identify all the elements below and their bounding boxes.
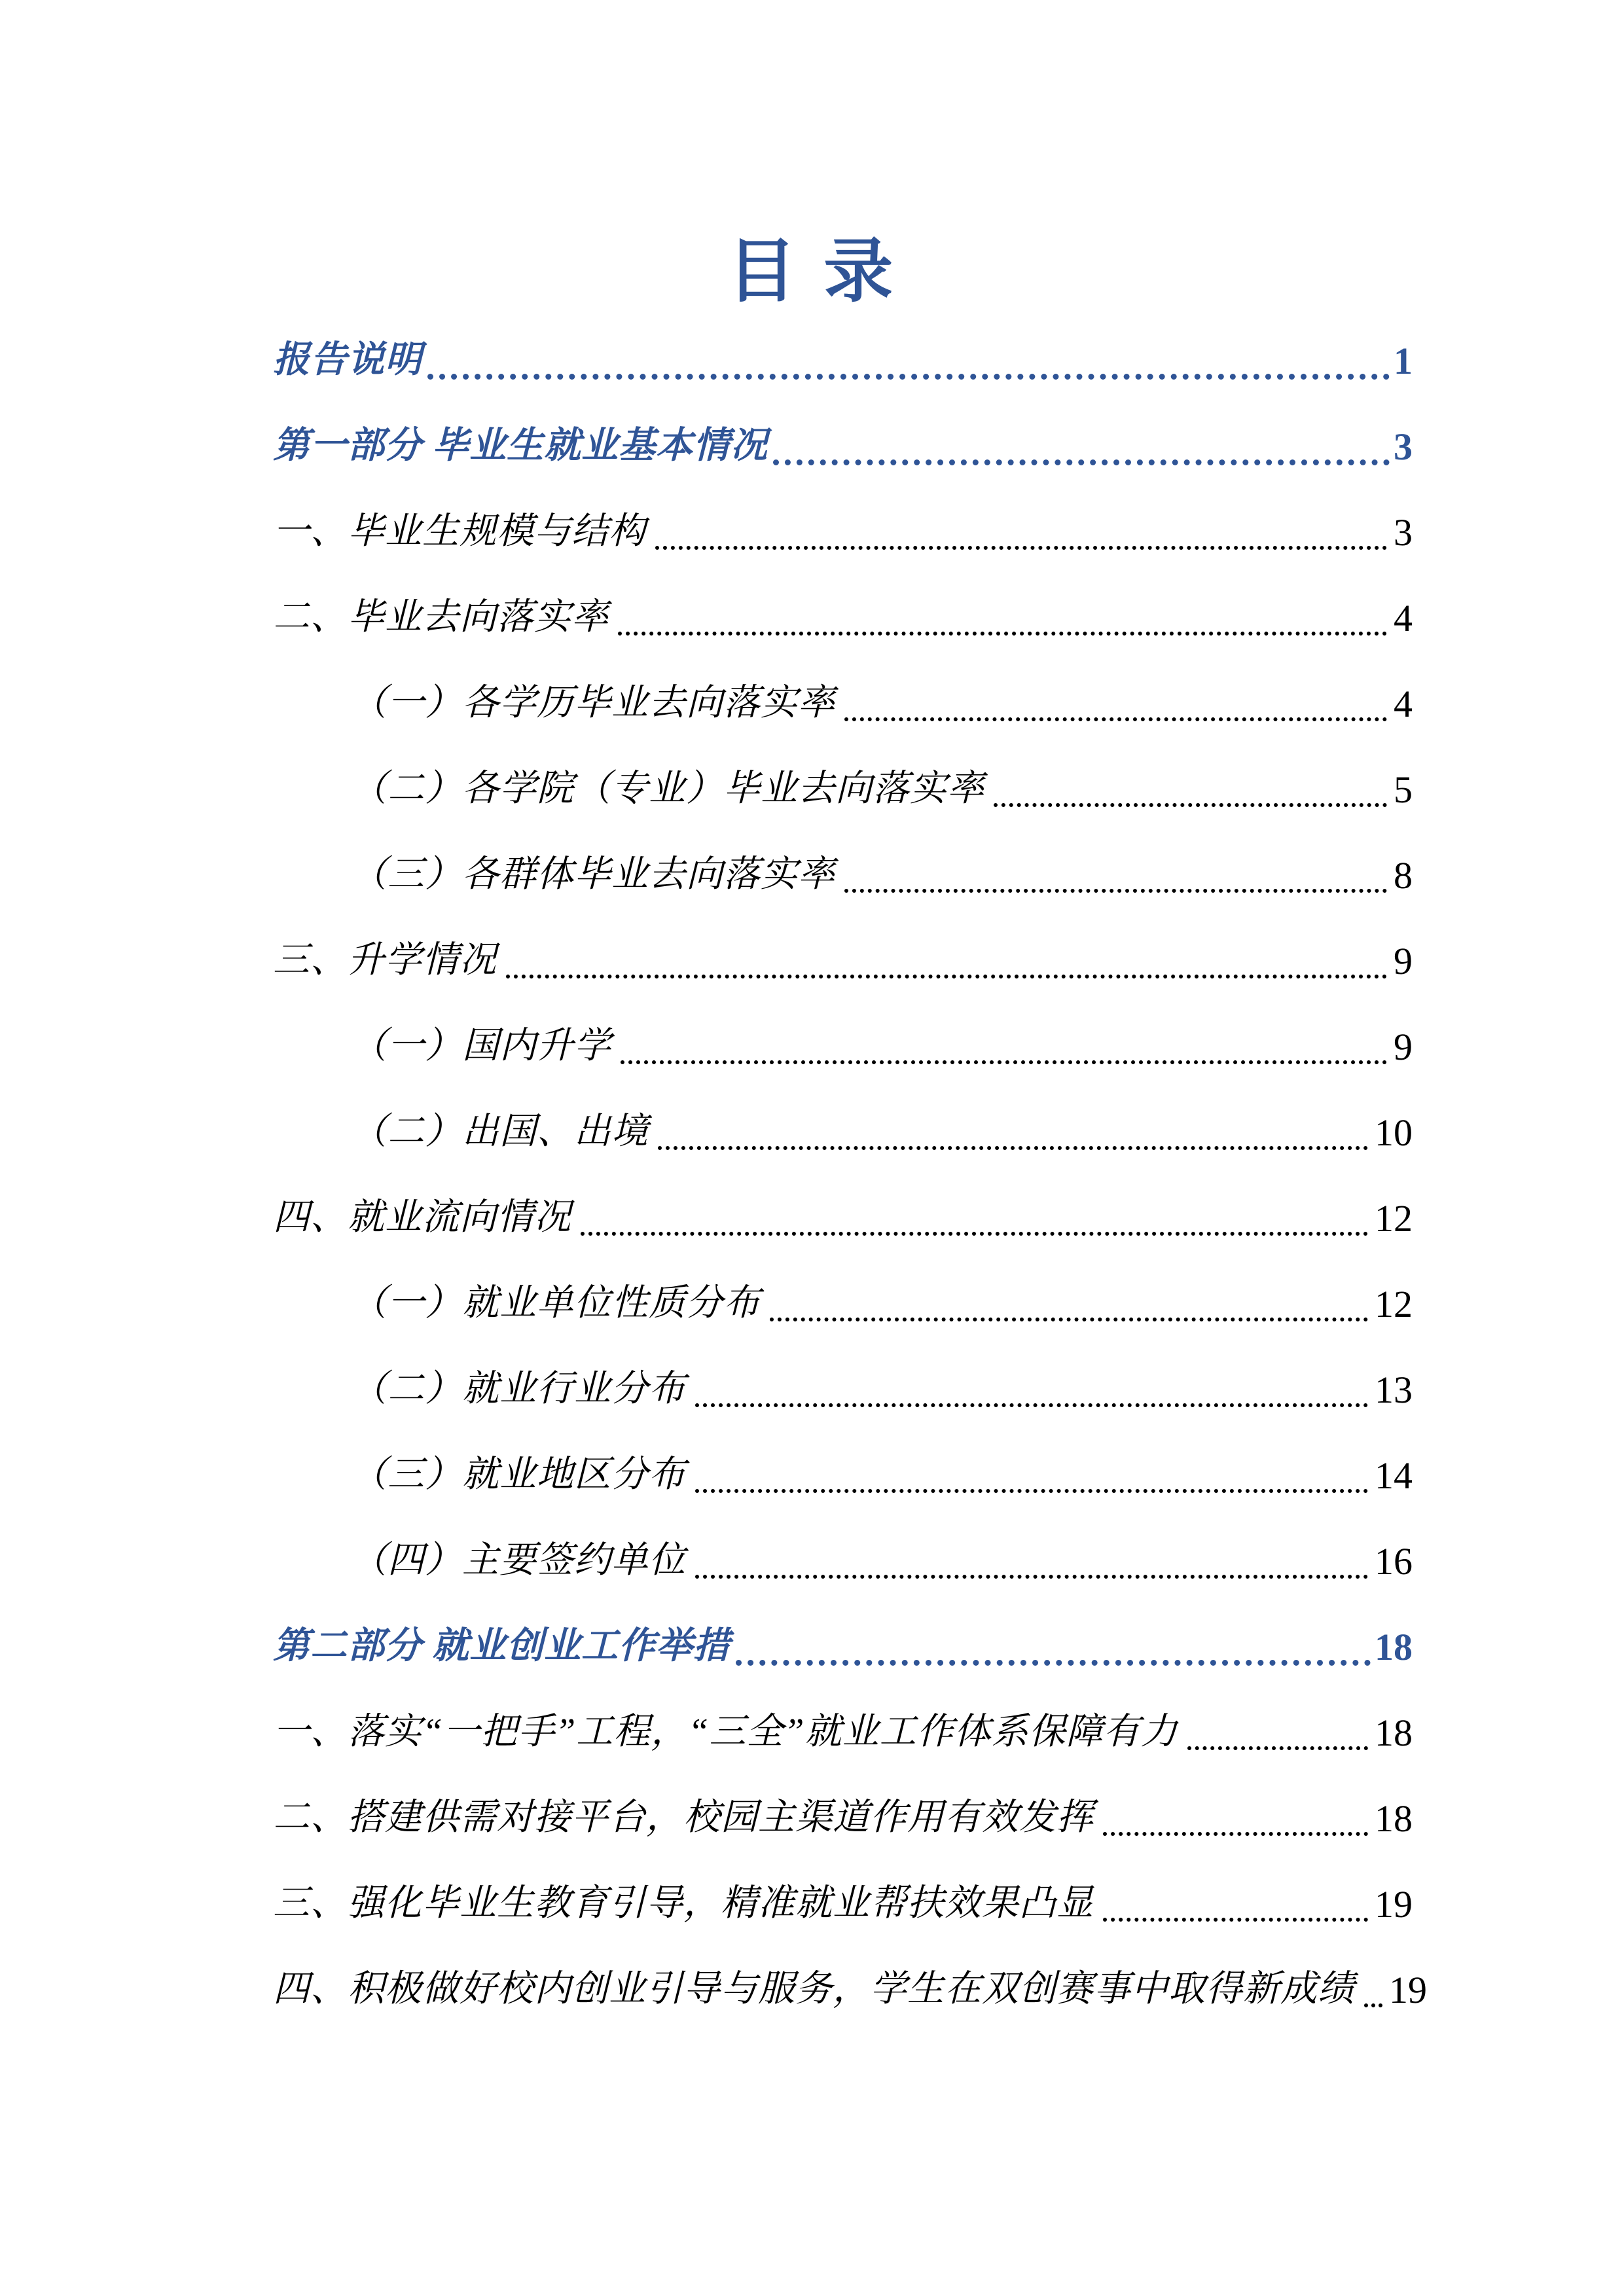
toc-page-number: 1 [1394,340,1413,382]
toc-entry[interactable] [273,1674,1413,1760]
toc-entry-label: 三、升学情况 [273,940,497,980]
toc-page-number: 3 [1394,425,1413,468]
toc-entry-report-notes[interactable] [273,302,1413,388]
toc-entry-label: （三）各群体毕业去向落实率 [350,854,835,895]
dotted-leader [618,632,1387,636]
toc-entry-label: 二、搭建供需对接平台，校园主渠道作用有效发挥 [273,1797,1094,1838]
page-title: 目 录 [727,233,897,310]
toc-page-number: 18 [1375,1626,1413,1668]
toc-page-number: 3 [1394,511,1413,554]
toc-entry[interactable] [273,474,1413,560]
dotted-leader [1103,1832,1368,1836]
toc-page-number: 12 [1375,1283,1413,1325]
toc-entry-label: （一）各学历毕业去向落实率 [350,683,835,723]
toc-entry-label: 一、毕业生规模与结构 [273,511,646,552]
toc-entry[interactable] [273,817,1413,903]
toc-entry-label: （一）就业单位性质分布 [350,1283,761,1323]
toc-entry-label: （一）国内升学 [350,1026,611,1066]
toc-list [273,302,1427,2017]
dotted-leader [844,717,1387,721]
toc-entry-label: （二）出国、出境 [350,1111,649,1152]
toc-entry-label: 四、就业流向情况 [273,1197,571,1238]
toc-entry-label: 第一部分 毕业生就业基本情况 [273,425,768,466]
toc-page-number: 16 [1375,1540,1413,1583]
toc-entry[interactable] [273,1160,1413,1246]
toc-entry-label: （三）就业地区分布 [350,1454,686,1495]
toc-entry-label: 二、毕业去向落实率 [273,597,609,637]
dotted-leader [581,1232,1368,1236]
toc-entry-label: （二）就业行业分布 [350,1369,686,1409]
dotted-leader [506,975,1387,978]
toc-entry-label: 报告说明 [273,340,422,380]
toc-page-number: 9 [1394,940,1413,982]
toc-entry[interactable] [273,988,1413,1074]
toc-entry-part1[interactable] [273,388,1413,474]
toc-page-number: 13 [1375,1369,1413,1411]
dotted-leader [773,459,1390,465]
dotted-leader [736,1660,1371,1666]
dotted-leader [994,803,1387,807]
dotted-leader [1103,1918,1368,1922]
toc-entry[interactable] [273,1503,1413,1588]
toc-page-number: 19 [1375,1883,1413,1926]
toc-page-number: 12 [1375,1197,1413,1240]
toc-entry[interactable] [273,560,1413,645]
toc-page-number: 5 [1394,768,1413,811]
toc-entry[interactable] [273,1931,1427,2017]
dotted-leader [658,1146,1368,1150]
toc-entry[interactable] [273,1246,1413,1331]
toc-page-number: 18 [1375,1712,1413,1754]
toc-entry-label: （二）各学院（专业）毕业去向落实率 [350,768,984,809]
dotted-leader [655,546,1387,550]
toc-entry-part2[interactable] [273,1588,1413,1674]
toc-entry-label: 第二部分 就业创业工作举措 [273,1626,731,1666]
toc-entry[interactable] [273,1417,1413,1503]
toc-page-number: 9 [1394,1026,1413,1068]
dotted-leader [695,1403,1368,1407]
toc-entry-label: 四、积极做好校内创业引导与服务，学生在双创赛事中取得新成绩 [273,1969,1355,2009]
toc-page-number: 18 [1375,1797,1413,1840]
toc-entry[interactable] [273,1846,1413,1931]
toc-page-number: 19 [1389,1969,1427,2011]
toc-page-number: 4 [1394,597,1413,639]
dotted-leader [427,374,1390,380]
toc-page-number: 8 [1394,854,1413,897]
dotted-leader [770,1318,1368,1321]
toc-entry-label: 三、强化毕业生教育引导，精准就业帮扶效果凸显 [273,1883,1094,1924]
dotted-leader [1364,2003,1382,2007]
toc-page-number: 4 [1394,683,1413,725]
toc-entry[interactable] [273,1331,1413,1417]
toc-entry[interactable] [273,1074,1413,1160]
toc-entry[interactable] [273,645,1413,731]
toc-entry[interactable] [273,903,1413,988]
dotted-leader [844,889,1387,893]
toc-page-number: 14 [1375,1454,1413,1497]
toc-entry[interactable] [273,731,1413,817]
dotted-leader [695,1489,1368,1493]
toc-entry-label: （四）主要签约单位 [350,1540,686,1581]
toc-entry-label: 一、落实“一把手”工程，“三全”就业工作体系保障有力 [273,1712,1178,1752]
dotted-leader [1187,1746,1368,1750]
dotted-leader [621,1060,1387,1064]
dotted-leader [695,1575,1368,1579]
toc-page-number: 10 [1375,1111,1413,1154]
toc-entry[interactable] [273,1760,1413,1846]
